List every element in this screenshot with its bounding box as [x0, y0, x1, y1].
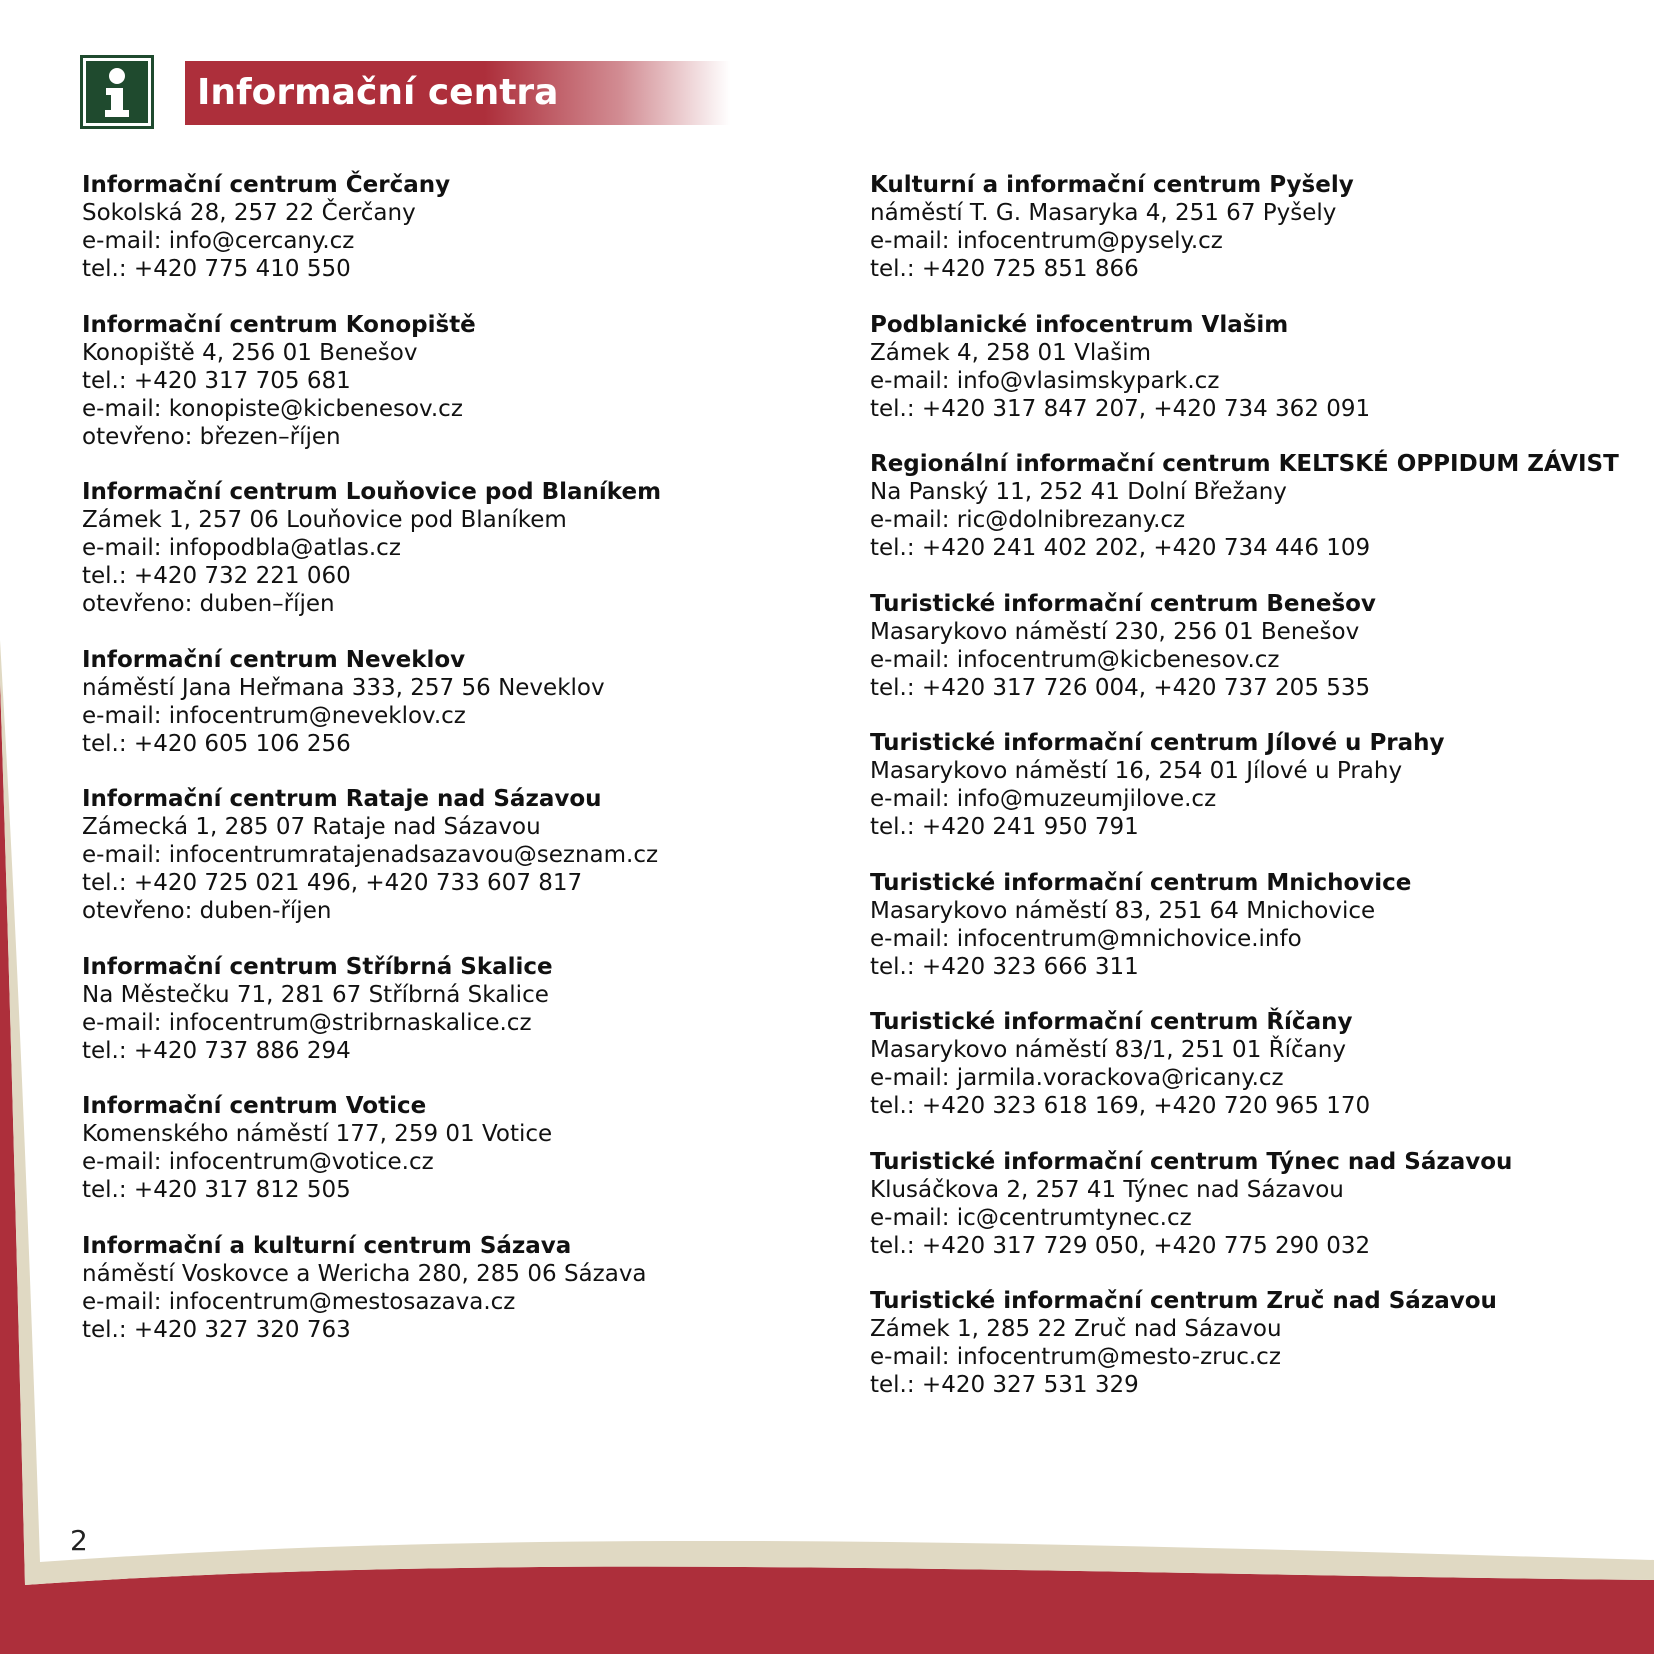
entry-detail-line: Na Panský 11, 252 41 Dolní Břežany — [870, 479, 1287, 505]
entry-name: Informační centrum Konopiště — [82, 311, 476, 338]
title-band — [185, 61, 730, 125]
entry-detail-line: náměstí Jana Heřmana 333, 257 56 Neveklov — [82, 674, 605, 701]
entry-detail-line: tel.: +420 327 320 763 — [82, 1316, 351, 1343]
entry-name: Turistické informační centrum Mnichovice — [870, 869, 1412, 896]
info-center-entry — [870, 1008, 1630, 1120]
entry-detail-line: Masarykovo náměstí 83, 251 64 Mnichovice — [870, 897, 1376, 924]
info-center-entry — [870, 869, 1630, 981]
info-center-entry — [870, 1148, 1630, 1260]
entry-detail-line: Masarykovo náměstí 16, 254 01 Jílové u Prahy — [870, 758, 1403, 784]
entry-detail-line: Na Městečku 71, 281 67 Stříbrná Skalice — [82, 981, 549, 1008]
entry-detail-line: Zámecká 1, 285 07 Rataje nad Sázavou — [82, 814, 541, 840]
info-center-entry — [82, 171, 802, 283]
entry-detail-line: tel.: +420 323 666 311 — [870, 953, 1139, 980]
info-center-entry — [870, 1287, 1630, 1399]
info-center-entry — [82, 1232, 802, 1344]
entry-name: Turistické informační centrum Benešov — [870, 590, 1376, 617]
info-center-entry — [82, 1092, 802, 1204]
info-center-entry — [82, 953, 802, 1065]
page-title: Informační centra — [197, 72, 559, 113]
entry-detail-line: tel.: +420 317 705 681 — [82, 367, 351, 394]
entry-detail-line: tel.: +420 317 729 050, +420 775 290 032 — [870, 1232, 1371, 1259]
entry-detail-line: e-mail: jarmila.vorackova@ricany.cz — [870, 1065, 1284, 1091]
entry-name: Informační a kulturní centrum Sázava — [82, 1232, 572, 1259]
entry-detail-line: e-mail: ric@dolnibrezany.cz — [870, 507, 1186, 533]
entry-detail-line: tel.: +420 725 851 866 — [870, 256, 1139, 282]
info-icon — [80, 55, 154, 129]
entry-detail-line: e-mail: infocentrum@neveklov.cz — [82, 702, 466, 729]
entry-detail-line: tel.: +420 775 410 550 — [82, 256, 351, 282]
entry-name: Regionální informační centrum KELTSKÉ OPPIDUM ZÁVIST — [870, 451, 1619, 477]
entry-detail-line: tel.: +420 241 950 791 — [870, 814, 1139, 840]
entry-name: Informační centrum Rataje nad Sázavou — [82, 786, 602, 812]
entry-detail-line: otevřeno: duben-říjen — [82, 898, 332, 924]
entry-detail-line: tel.: +420 327 531 329 — [870, 1372, 1139, 1398]
entry-detail-line: otevřeno: duben–říjen — [82, 591, 335, 617]
info-center-entry — [870, 729, 1630, 841]
entry-detail-line: Masarykovo náměstí 83/1, 251 01 Říčany — [870, 1037, 1346, 1063]
entry-name: Informační centrum Čerčany — [82, 172, 451, 198]
info-center-entry — [870, 311, 1630, 423]
entry-detail-line: tel.: +420 317 726 004, +420 737 205 535 — [870, 674, 1371, 701]
entry-detail-line: tel.: +420 317 847 207, +420 734 362 091 — [870, 395, 1371, 422]
info-center-entry — [82, 646, 802, 758]
entry-name: Informační centrum Stříbrná Skalice — [82, 953, 553, 980]
page-number: 2 — [70, 1524, 88, 1557]
entry-detail-line: e-mail: infocentrum@mestosazava.cz — [82, 1288, 516, 1315]
left-column — [82, 171, 802, 1371]
right-column — [870, 171, 1630, 1427]
entry-name: Turistické informační centrum Týnec nad Sázavou — [870, 1148, 1513, 1175]
entry-detail-line: tel.: +420 323 618 169, +420 720 965 170 — [870, 1093, 1371, 1119]
entry-detail-line: e-mail: infopodbla@atlas.cz — [82, 535, 401, 561]
entry-detail-line: tel.: +420 732 221 060 — [82, 563, 351, 589]
entry-name: Informační centrum Votice — [82, 1093, 427, 1119]
entry-detail-line: Sokolská 28, 257 22 Čerčany — [82, 200, 416, 226]
info-center-entry — [82, 311, 802, 451]
entry-detail-line: tel.: +420 725 021 496, +420 733 607 817 — [82, 870, 583, 896]
entry-detail-line: e-mail: infocentrum@mesto-zruc.cz — [870, 1344, 1281, 1370]
info-center-entry — [870, 450, 1630, 562]
entry-name: Kulturní a informační centrum Pyšely — [870, 172, 1354, 198]
entry-detail-line: e-mail: infocentrum@mnichovice.info — [870, 925, 1302, 952]
entry-name: Turistické informační centrum Jílové u Prahy — [870, 730, 1445, 756]
entry-detail-line: e-mail: info@cercany.cz — [82, 228, 355, 254]
info-center-entry — [82, 785, 802, 925]
entry-detail-line: Zámek 1, 285 22 Zruč nad Sázavou — [870, 1316, 1282, 1342]
entry-name: Turistické informační centrum Zruč nad Sázavou — [870, 1288, 1497, 1314]
entry-detail-line: tel.: +420 737 886 294 — [82, 1037, 351, 1064]
entry-detail-line: e-mail: ic@centrumtynec.cz — [870, 1204, 1192, 1231]
info-center-entry — [870, 171, 1630, 283]
entry-detail-line: e-mail: infocentrum@pysely.cz — [870, 228, 1223, 254]
entry-detail-line: Komenského náměstí 177, 259 01 Votice — [82, 1121, 553, 1147]
entry-detail-line: náměstí T. G. Masaryka 4, 251 67 Pyšely — [870, 200, 1337, 226]
entry-name: Turistické informační centrum Říčany — [870, 1009, 1353, 1035]
entry-detail-line: Zámek 1, 257 06 Louňovice pod Blaníkem — [82, 507, 567, 533]
entry-detail-line: tel.: +420 241 402 202, +420 734 446 109 — [870, 535, 1371, 561]
entry-detail-line: tel.: +420 605 106 256 — [82, 730, 351, 757]
entry-detail-line: otevřeno: březen–říjen — [82, 423, 341, 450]
entry-detail-line: Masarykovo náměstí 230, 256 01 Benešov — [870, 618, 1360, 645]
entry-detail-line: e-mail: infocentrum@votice.cz — [82, 1149, 434, 1175]
entry-detail-line: tel.: +420 317 812 505 — [82, 1177, 351, 1203]
entry-name: Informační centrum Louňovice pod Blaníkem — [82, 479, 662, 505]
entry-detail-line: Klusáčkova 2, 257 41 Týnec nad Sázavou — [870, 1176, 1344, 1203]
entry-detail-line: e-mail: info@muzeumjilove.cz — [870, 786, 1217, 812]
entry-detail-line: e-mail: info@vlasimskypark.cz — [870, 367, 1220, 394]
entry-detail-line: náměstí Voskovce a Wericha 280, 285 06 Sázava — [82, 1260, 647, 1287]
entry-detail-line: Konopiště 4, 256 01 Benešov — [82, 339, 418, 366]
entry-name: Podblanické infocentrum Vlašim — [870, 311, 1289, 338]
info-center-entry — [870, 590, 1630, 702]
entry-detail-line: e-mail: infocentrum@stribrnaskalice.cz — [82, 1009, 532, 1036]
entry-detail-line: Zámek 4, 258 01 Vlašim — [870, 339, 1152, 366]
info-center-entry — [82, 478, 802, 618]
entry-detail-line: e-mail: konopiste@kicbenesov.cz — [82, 395, 463, 422]
entry-detail-line: e-mail: infocentrum@kicbenesov.cz — [870, 646, 1280, 673]
entry-name: Informační centrum Neveklov — [82, 646, 466, 673]
entry-detail-line: e-mail: infocentrumratajenadsazavou@seznam.cz — [82, 842, 659, 868]
